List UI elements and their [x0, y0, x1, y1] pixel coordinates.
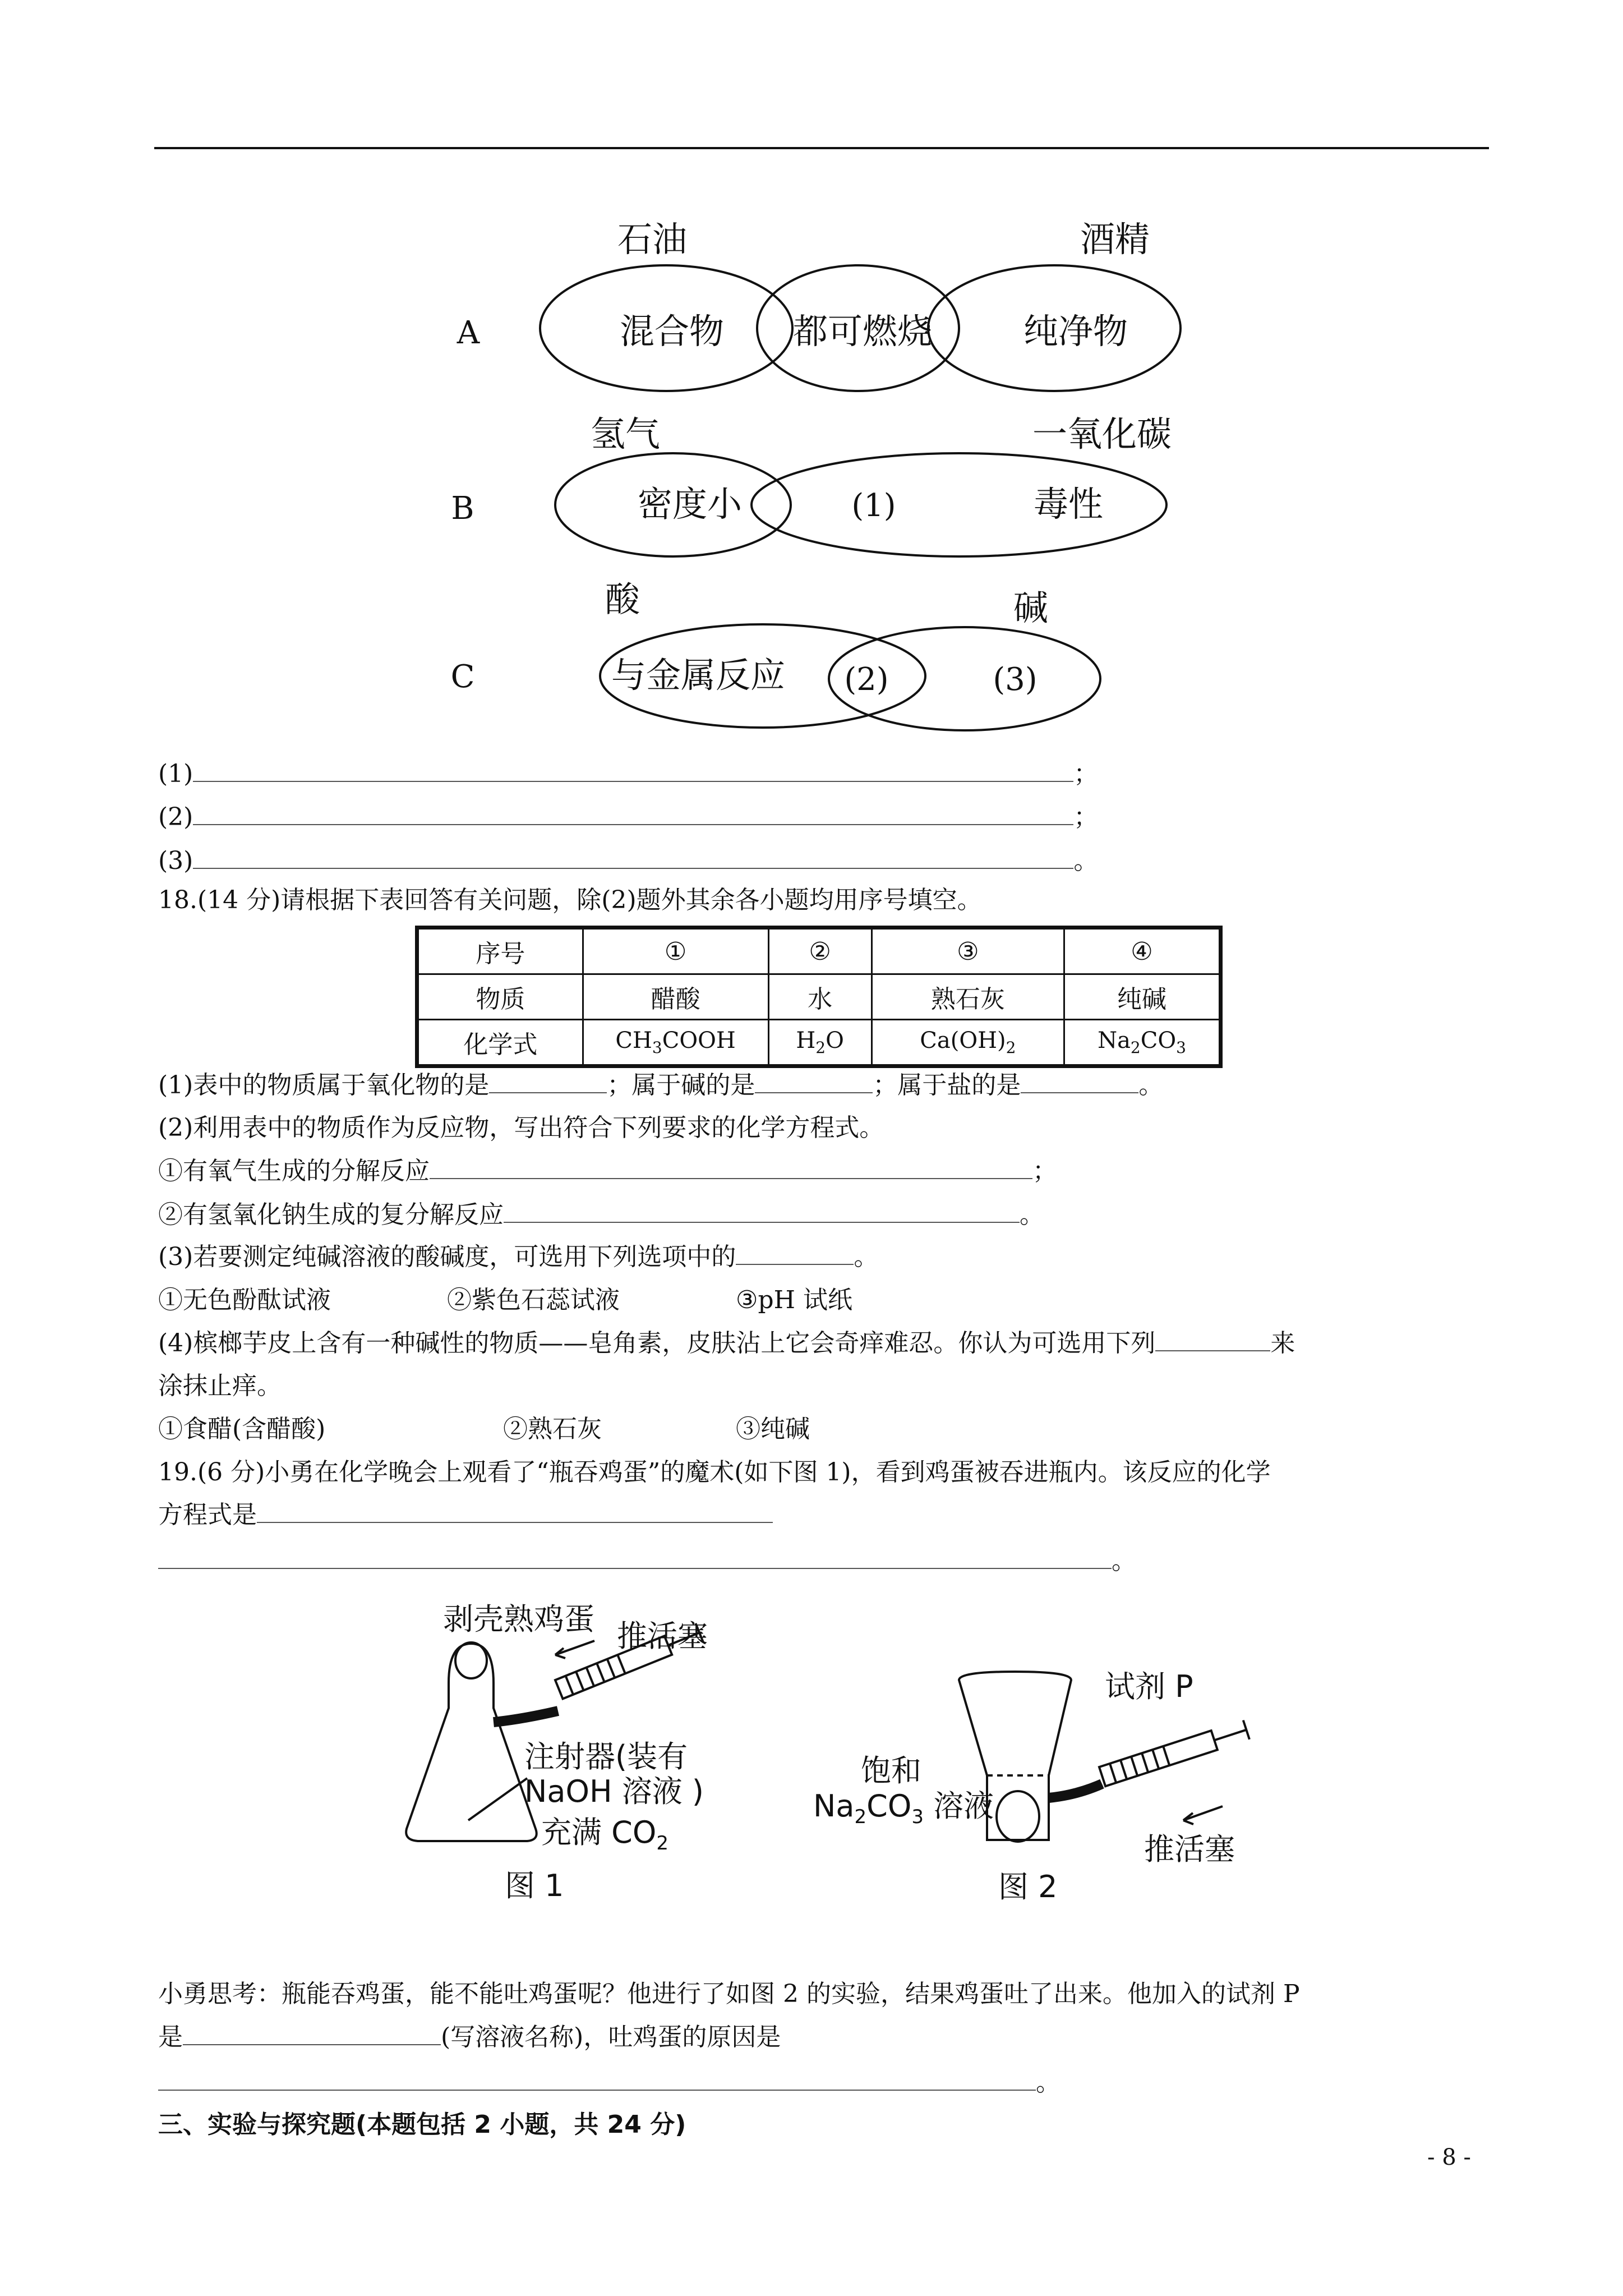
q19-intro-text: 方程式是 — [158, 1501, 257, 1529]
section-3-heading: 三、实验与探究题(本题包括 2 小题，共 24 分) — [158, 2110, 686, 2139]
answer-blank[interactable] — [257, 1522, 773, 1523]
q18-part3-options — [158, 1285, 852, 1316]
q18-p3-end: 。 — [854, 1243, 879, 1271]
chemical-table — [415, 926, 1223, 1068]
arrow-plunger — [1183, 1806, 1223, 1820]
table-row — [417, 974, 1221, 1020]
fig2-plunger-label: 推活塞 — [1144, 1832, 1235, 1867]
answer-blank[interactable] — [489, 1092, 607, 1093]
option: ③pH 试纸 — [736, 1286, 852, 1314]
q18-intro: 18.(14 分)请根据下表回答有关问题，除(2)题外其余各小题均用序号填空。 — [158, 886, 982, 914]
q19-reason-line — [158, 2067, 1061, 2099]
pointer-line — [468, 1778, 527, 1820]
venn-b-left-top: 氢气 — [590, 413, 661, 454]
option: ②紫色石蕊试液 — [447, 1286, 620, 1314]
table-row — [417, 928, 1221, 974]
q19-intro: 19.(6 分)小勇在化学晚会上观看了“瓶吞鸡蛋”的魔术(如下图 1)，看到鸡蛋被吞进瓶内。该反应的化学 — [158, 1458, 1271, 1487]
answer-blank[interactable] — [183, 2044, 441, 2045]
venn-c-right: (3) — [993, 661, 1038, 698]
answer-line-label: (2) — [158, 803, 193, 831]
venn-b-right-top: 一氧化碳 — [1032, 413, 1172, 454]
table-row — [417, 1020, 1221, 1066]
table-cell: 水 — [768, 974, 872, 1020]
fig2-caption: 图 2 — [998, 1869, 1058, 1904]
table-cell: ④ — [1064, 928, 1221, 974]
arrow-plunger — [555, 1641, 594, 1655]
figure-2 — [802, 1638, 1267, 1918]
answer-blank[interactable] — [158, 2090, 1036, 2091]
fig1-plunger-label: 推活塞 — [617, 1618, 708, 1654]
fig2-saturated-label: 饱和 — [861, 1753, 921, 1788]
table-cell: 熟石灰 — [872, 974, 1064, 1020]
q18-part2-2 — [158, 1199, 1044, 1231]
syringe-tube — [1049, 1784, 1102, 1798]
q19-think-text: 是 — [158, 2023, 183, 2051]
q18-part1 — [158, 1070, 1163, 1101]
venn-b-middle: (1) — [851, 487, 896, 524]
venn-diagrams — [0, 0, 1623, 746]
table-cell: ③ — [872, 928, 1064, 974]
q18-p2-2-end: 。 — [1020, 1200, 1044, 1229]
q18-p4-text: 来 — [1270, 1329, 1295, 1358]
syringe-icon — [1099, 1720, 1249, 1787]
q18-part4-options — [158, 1414, 810, 1445]
q18-p2-1-end: ； — [1032, 1157, 1057, 1185]
table-cell: 序号 — [417, 928, 583, 974]
q19-equation-line — [158, 1545, 1136, 1577]
q18-p2-1-text: ①有氧气生成的分解反应 — [158, 1157, 430, 1185]
table-cell: 醋酸 — [583, 974, 768, 1020]
fig2-solution-label: $Na_2CO_3$ 溶液 — [813, 1788, 994, 1828]
answer-line-end: ； — [1073, 803, 1099, 831]
q19-think-end: 。 — [1036, 2068, 1061, 2097]
figure-1 — [393, 1599, 785, 1913]
fig1-syringe-label-1: 注射器(装有 — [524, 1739, 688, 1774]
option: ①无色酚酞试液 — [158, 1286, 331, 1314]
q18-p1-text: ；属于碱的是 — [607, 1071, 755, 1099]
venn-b-label: B — [451, 490, 474, 527]
formula-cell: $CH_3COOH$ — [583, 1020, 768, 1066]
venn-a-middle: 都可燃烧 — [792, 311, 933, 352]
fig1-caption: 图 1 — [505, 1868, 564, 1903]
q18-p3-text: (3)若要测定纯碱溶液的酸碱度，可选用下列选项中的 — [158, 1243, 736, 1271]
venn-a-right-top: 酒精 — [1080, 219, 1150, 260]
answer-blank[interactable] — [755, 1092, 873, 1093]
q19-intro-cont — [158, 1499, 773, 1531]
q18-p1-text: 。 — [1138, 1071, 1164, 1099]
answer-line-label: (1) — [158, 760, 193, 788]
q18-p4-text: (4)槟榔芋皮上含有一种碱性的物质——皂角素，皮肤沾上它会奇痒难忍。你认为可选用下列 — [158, 1329, 1156, 1358]
answer-blank[interactable] — [193, 824, 1073, 825]
egg-icon — [455, 1642, 487, 1678]
venn-b-left: 密度小 — [637, 484, 743, 524]
page-number: - 8 - — [1427, 2145, 1471, 2170]
q18-part3 — [158, 1241, 878, 1273]
venn-a-left: 混合物 — [619, 311, 725, 352]
answer-line-3 — [158, 845, 1098, 877]
q18-part2: (2)利用表中的物质作为反应物，写出符合下列要求的化学方程式。 — [158, 1114, 884, 1142]
answer-blank[interactable] — [193, 781, 1073, 782]
venn-a-left-top: 石油 — [617, 219, 688, 260]
table-cell: 纯碱 — [1064, 974, 1221, 1020]
venn-c-label: C — [450, 659, 475, 695]
fig2-reagent-label: 试剂 P — [1105, 1669, 1193, 1704]
option: ②熟石灰 — [503, 1415, 602, 1443]
fig1-gas-label: 充满 $CO_2$ — [541, 1815, 669, 1855]
formula-cell: $Ca(OH)_2$ — [872, 1020, 1064, 1066]
answer-blank[interactable] — [504, 1222, 1020, 1223]
venn-c-left-top: 酸 — [605, 579, 640, 620]
q18-p2-2-text: ②有氢氧化钠生成的复分解反应 — [158, 1200, 504, 1229]
venn-b-right: 毒性 — [1033, 484, 1104, 524]
q19-think: 小勇思考：瓶能吞鸡蛋，能不能吐鸡蛋呢？他进行了如图 2 的实验，结果鸡蛋吐了出来。他加入的试剂 P — [158, 1980, 1300, 2008]
answer-line-2 — [158, 802, 1098, 833]
fig1-syringe-label-2: NaOH 溶液 ) — [524, 1774, 704, 1809]
venn-c-left: 与金属反应 — [611, 655, 786, 696]
egg-icon — [997, 1791, 1039, 1842]
answer-line-label: (3) — [158, 846, 193, 875]
answer-blank[interactable] — [430, 1178, 1032, 1179]
q18-part2-1 — [158, 1156, 1057, 1187]
table-cell: ② — [768, 928, 872, 974]
venn-a-label: A — [457, 315, 480, 351]
formula-cell: $Na_2CO_3$ — [1064, 1020, 1221, 1066]
option: ①食醋(含醋酸) — [158, 1415, 326, 1443]
answer-blank[interactable] — [193, 868, 1073, 869]
option: ③纯碱 — [736, 1415, 810, 1443]
venn-b-right-ellipse — [751, 453, 1166, 556]
answer-line-1 — [158, 758, 1098, 790]
answer-blank[interactable] — [736, 1264, 854, 1265]
answer-blank[interactable] — [1021, 1092, 1138, 1093]
q18-p1-text: ；属于盐的是 — [873, 1071, 1021, 1099]
venn-c-right-top: 碱 — [1013, 587, 1049, 628]
answer-blank[interactable] — [1155, 1350, 1270, 1351]
table-cell: ① — [583, 928, 768, 974]
q18-p1-text: (1)表中的物质属于氧化物的是 — [158, 1071, 490, 1099]
fig1-egg-label: 剥壳熟鸡蛋 — [443, 1602, 594, 1637]
answer-line-end: ； — [1073, 760, 1099, 788]
answer-line-end: 。 — [1073, 846, 1099, 875]
answer-blank[interactable] — [158, 1568, 1112, 1569]
table-cell: 物质 — [417, 974, 583, 1020]
q19-think-text: (写溶液名称)，吐鸡蛋的原因是 — [441, 2023, 781, 2051]
q18-part4 — [158, 1328, 1295, 1359]
q18-part4-cont: 涂抹止痒。 — [158, 1372, 282, 1400]
table-cell: 化学式 — [417, 1020, 583, 1066]
syringe-tube — [494, 1711, 558, 1722]
q19-think-cont — [158, 2022, 781, 2053]
formula-cell: $H_2O$ — [768, 1020, 872, 1066]
q19-end: 。 — [1112, 1547, 1136, 1575]
venn-c-middle: (2) — [844, 661, 889, 698]
venn-a-right: 纯净物 — [1023, 311, 1128, 352]
